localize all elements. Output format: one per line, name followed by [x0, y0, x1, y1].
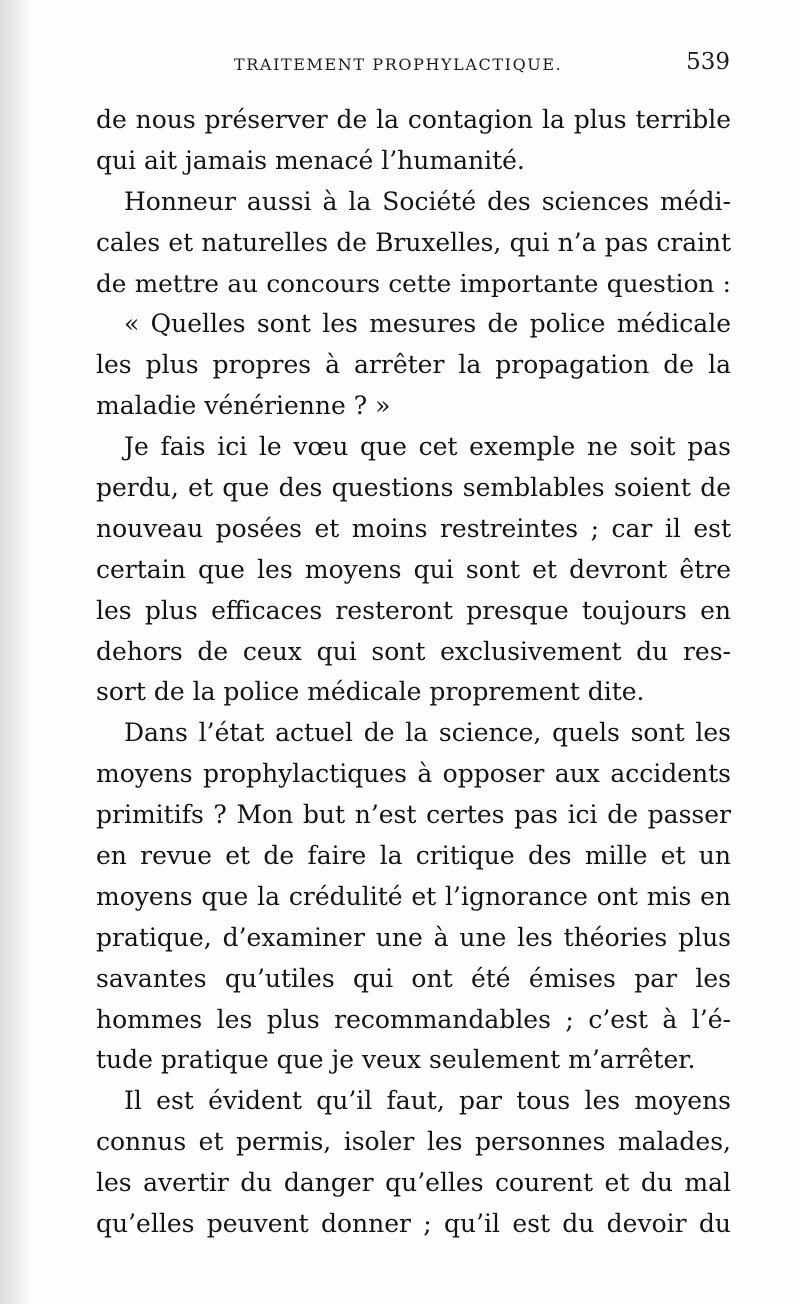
- text-line: sort de la police médicale proprement dite.: [96, 677, 645, 707]
- text-line: les plus propres à arrêter la propagation de la: [96, 350, 731, 380]
- text-line: maladie vénérienne ? »: [96, 391, 391, 421]
- text-line: de nous préserver de la contagion la plus terrible: [96, 105, 731, 134]
- text-line: Je fais ici le vœu que cet exemple ne soit pas: [124, 432, 731, 462]
- text-line: Dans l’état actuel de la science, quels sont les: [124, 718, 731, 748]
- body-text: [96, 100, 731, 1245]
- text-line: tude pratique que je veux seulement m’arrêter.: [96, 1045, 696, 1075]
- text-line: certain que les moyens qui sont et devront être: [96, 554, 731, 584]
- text-line: qui ait jamais menacé l’humanité.: [96, 145, 525, 175]
- running-header: [104, 47, 734, 77]
- page-number: 539: [686, 49, 730, 75]
- text-line: Honneur aussi à la Société des sciences médi-: [124, 186, 731, 216]
- text-line: nouveau posées et moins restreintes ; car il est: [96, 513, 731, 543]
- text-line: perdu, et que des questions semblables soient de: [96, 473, 731, 503]
- text-line: les plus efficaces resteront presque toujours en: [96, 595, 731, 625]
- text-line: cales et naturelles de Bruxelles, qui n’a pas craint: [96, 227, 731, 257]
- text-line: en revue et de faire la critique des mille et un: [96, 841, 731, 871]
- text-line: moyens que la crédulité et l’ignorance ont mis en: [96, 881, 731, 911]
- text-line: Il est évident qu’il faut, par tous les moyens: [124, 1086, 731, 1116]
- text-line: de mettre au concours cette importante question :: [96, 268, 731, 298]
- text-line: savantes qu’utiles qui ont été émises par les: [96, 963, 731, 993]
- text-line: « Quelles sont les mesures de police médicale: [124, 309, 731, 339]
- running-title: TRAITEMENT PROPHYLACTIQUE.: [234, 55, 563, 74]
- text-line: hommes les plus recommandables ; c’est à l’é-: [96, 1004, 731, 1034]
- text-line: connus et permis, isoler les personnes malades,: [96, 1127, 731, 1157]
- text-line: moyens prophylactiques à opposer aux accidents: [96, 759, 731, 789]
- text-line: dehors de ceux qui sont exclusivement du res-: [96, 636, 731, 666]
- text-line: pratique, d’examiner une à une les théories plus: [96, 922, 731, 952]
- text-line: qu’elles peuvent donner ; qu’il est du devoir du: [96, 1209, 731, 1239]
- text-line: les avertir du danger qu’elles courent et du mal: [96, 1168, 731, 1198]
- text-line: primitifs ? Mon but n’est certes pas ici de passer: [96, 800, 731, 830]
- book-page: [34, 0, 800, 1304]
- page-gutter-shadow: [0, 0, 34, 1304]
